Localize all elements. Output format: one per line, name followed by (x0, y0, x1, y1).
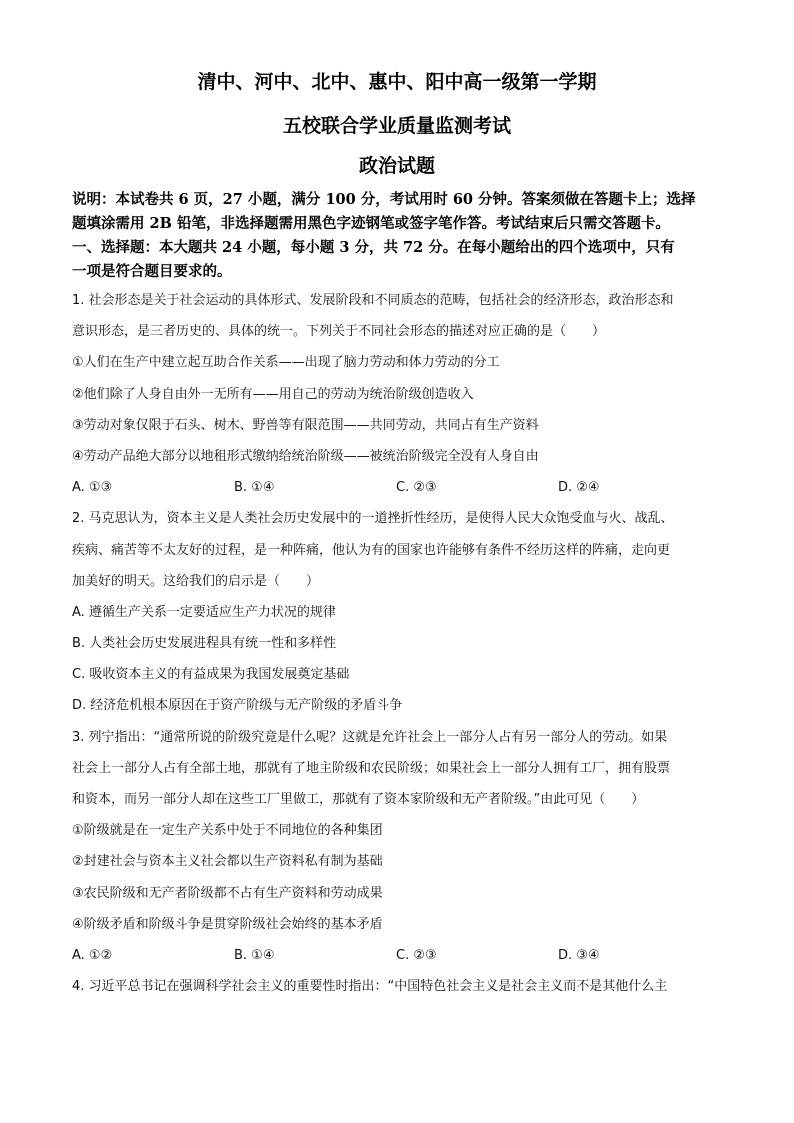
question-list (72, 290, 732, 1007)
question-3-statement: ④阶级矛盾和阶级斗争是贯穿阶级社会始终的基本矛盾 (72, 916, 383, 932)
question-3-stem: 社会上一部分人占有全部土地，那就有了地主阶级和农民阶级；如果社会上一部分人拥有工厂，拥有股票 (72, 760, 671, 776)
option-a: A. ①② (72, 947, 113, 963)
question-2-option-d: D. 经济危机根本原因在于资产阶级与无产阶级的矛盾斗争 (72, 698, 403, 714)
question-3-stem: 和资本，而另一部分人却在这些工厂里做工，那就有了资本家阶级和无产者阶级。”由此可见（ ） (72, 792, 645, 807)
question-2-stem: 加美好的明天。这给我们的启示是（ ） (72, 573, 320, 589)
question-1-statement: ④劳动产品绝大部分以地租形式缴纳给统治阶级——被统治阶级完全没有人身自由 (72, 448, 539, 464)
instruction-line: 说明：本试卷共 6 页，27 小题，满分 100 分，考试用时 60 分钟。答案须做在答题卡上；选择 (72, 191, 696, 208)
question-1-statement: ①人们在生产中建立起互助合作关系——出现了脑力劳动和体力劳动的分工 (72, 355, 500, 371)
section-heading: 一项是符合题目要求的。 (72, 263, 232, 280)
option-d: D. ②④ (558, 480, 600, 496)
question-1-stem: 1. 社会形态是关于社会运动的具体形式、发展阶段和不同质态的范畴，包括社会的经济形态，政治形态和 (72, 293, 674, 308)
question-4-stem: 4. 习近平总书记在强调科学社会主义的重要性时指出：“中国特色社会主义是社会主义而不是其他什么主 (72, 979, 668, 995)
option-d: D. ③④ (558, 947, 600, 963)
option-c: C. ②③ (396, 480, 437, 496)
subject-title: 政治试题 (358, 155, 435, 177)
question-3-statement: ③农民阶级和无产者阶级都不占有生产资料和劳动成果 (72, 885, 383, 901)
option-b: B. ①④ (234, 947, 275, 963)
question-1-options (72, 477, 732, 508)
question-3-options (72, 945, 732, 976)
option-a: A. ①③ (72, 480, 113, 496)
option-b: B. ①④ (234, 480, 275, 496)
section-heading: 一、选择题：本大题共 24 小题，每小题 3 分，共 72 分。在每小题给出的四个选项中，只有 (72, 239, 675, 256)
question-2-stem: 2. 马克思认为，资本主义是人类社会历史发展中的一道挫折性经历，是使得人民大众饱受血与火、战乱、 (72, 511, 674, 527)
exam-title-line2: 五校联合学业质量监测考试 (282, 115, 511, 137)
question-2-option-b: B. 人类社会历史发展进程具有统一性和多样性 (72, 636, 337, 652)
question-2-option-c: C. 吸收资本主义的有益成果为我国发展奠定基础 (72, 667, 350, 683)
question-1-stem: 意识形态，是三者历史的、具体的统一。下列关于不同社会形态的描述对应正确的是（ ） (72, 324, 606, 340)
question-1-statement: ③劳动对象仅限于石头、树木、野兽等有限范围——共同劳动，共同占有生产资料 (72, 417, 539, 433)
question-3-statement: ②封建社会与资本主义社会都以生产资料私有制为基础 (72, 854, 383, 870)
question-1-statement: ②他们除了人身自由外一无所有——用自己的劳动为统治阶级创造收入 (72, 386, 474, 402)
question-2-stem: 疾病、痛苦等不太友好的过程，是一种阵痛，他认为有的国家也许能够有条件不经历这样的阵痛，走向更 (72, 542, 671, 558)
question-3-stem: 3. 列宁指出：“通常所说的阶级究竟是什么呢？这就是允许社会上一部分人占有另一部分人的劳动。如果 (72, 729, 668, 745)
question-2-option-a: A. 遵循生产关系一定要适应生产力状况的规律 (72, 604, 336, 620)
option-c: C. ②③ (396, 947, 437, 963)
instruction-line: 题填涂需用 2B 铅笔，非选择题需用黑色字迹钢笔或签字笔作答。考试结束后只需交答题卡。 (72, 215, 670, 232)
exam-title-line1: 清中、河中、北中、惠中、阳中高一级第一学期 (197, 71, 597, 93)
question-3-statement: ①阶级就是在一定生产关系中处于不同地位的各种集团 (72, 823, 383, 839)
exam-instructions (72, 188, 732, 284)
